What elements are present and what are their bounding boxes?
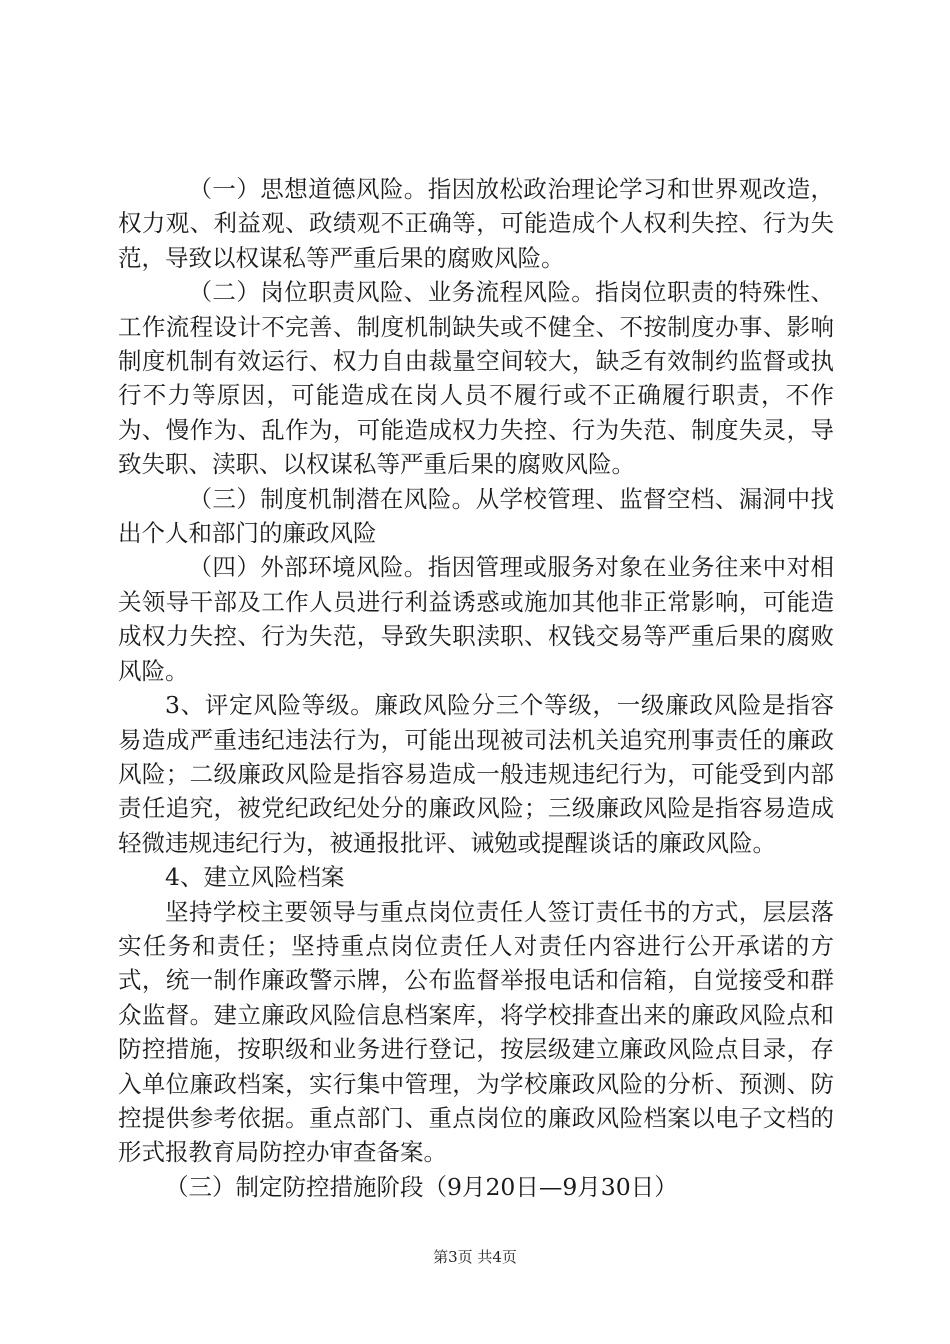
paragraph-control-stage-heading: （三）制定防控措施阶段（9月20日—9月30日） [165, 1172, 678, 1201]
paragraph-institution-risk: （三）制度机制潜在风险。从学校管理、监督空档、漏洞中找出个人和部门的廉政风险 [118, 484, 834, 548]
document-body [118, 172, 834, 1204]
paragraph-risk-levels: 3、评定风险等级。廉政风险分三个等级，一级廉政风险是指容易造成严重违纪违法行为，可能出现被司法机关追究刑事责任的廉政风险；二级廉政风险是指容易造成一般违规违纪行为，可能受到内部责任追究，被党纪政纪处分的廉政风险；三级廉政风险是指容易造成轻微违规违纪行为，被通报批评、诫勉或提醒谈话的廉政风险。 [118, 691, 834, 857]
page-footer [0, 1247, 950, 1267]
paragraph-external-risk: （四）外部环境风险。指因管理或服务对象在业务往来中对相关领导干部及工作人员进行利益诱惑或施加其他非正常影响，可能造成权力失控、行为失范，导致失职渎职、权钱交易等严重后果的腐败风险。 [118, 553, 834, 685]
paragraph-ideology-risk: （一）思想道德风险。指因放松政治理论学习和世界观改造，权力观、利益观、政绩观不正确等，可能造成个人权利失控、行为失范，导致以权谋私等严重后果的腐败风险。 [118, 175, 834, 272]
paragraph-risk-archive-body: 坚持学校主要领导与重点岗位责任人签订责任书的方式，层层落实任务和责任；坚持重点岗位责任人对责任内容进行公开承诺的方式，统一制作廉政警示牌，公布监督举报电话和信箱，自觉接受和群众监督。建立廉政风险信息档案库，将学校排查出来的廉政风险点和防控措施，按职级和业务进行登记，按层级建立廉政风险点目录，存入单位廉政档案，实行集中管理，为学校廉政风险的分析、预测、防控提供参考依据。重点部门、重点岗位的廉政风险档案以电子文档的形式报教育局防控办审查备案。 [118, 897, 834, 1167]
paragraph-post-duty-risk: （二）岗位职责风险、业务流程风险。指岗位职责的特殊性、工作流程设计不完善、制度机制缺失或不健全、不按制度办事、影响制度机制有效运行、权力自由裁量空间较大，缺乏有效制约监督或执行不力等原因，可能造成在岗人员不履行或不正确履行职责，不作为、慢作为、乱作为，可能造成权力失控、行为失范、制度失灵，导致失职、渎职、以权谋私等严重后果的腐败风险。 [118, 278, 834, 479]
page-total: 共4页 [477, 1248, 517, 1266]
paragraph-risk-archive-heading: 4、建立风险档案 [165, 863, 345, 892]
page-number: 第3页 [433, 1248, 473, 1266]
